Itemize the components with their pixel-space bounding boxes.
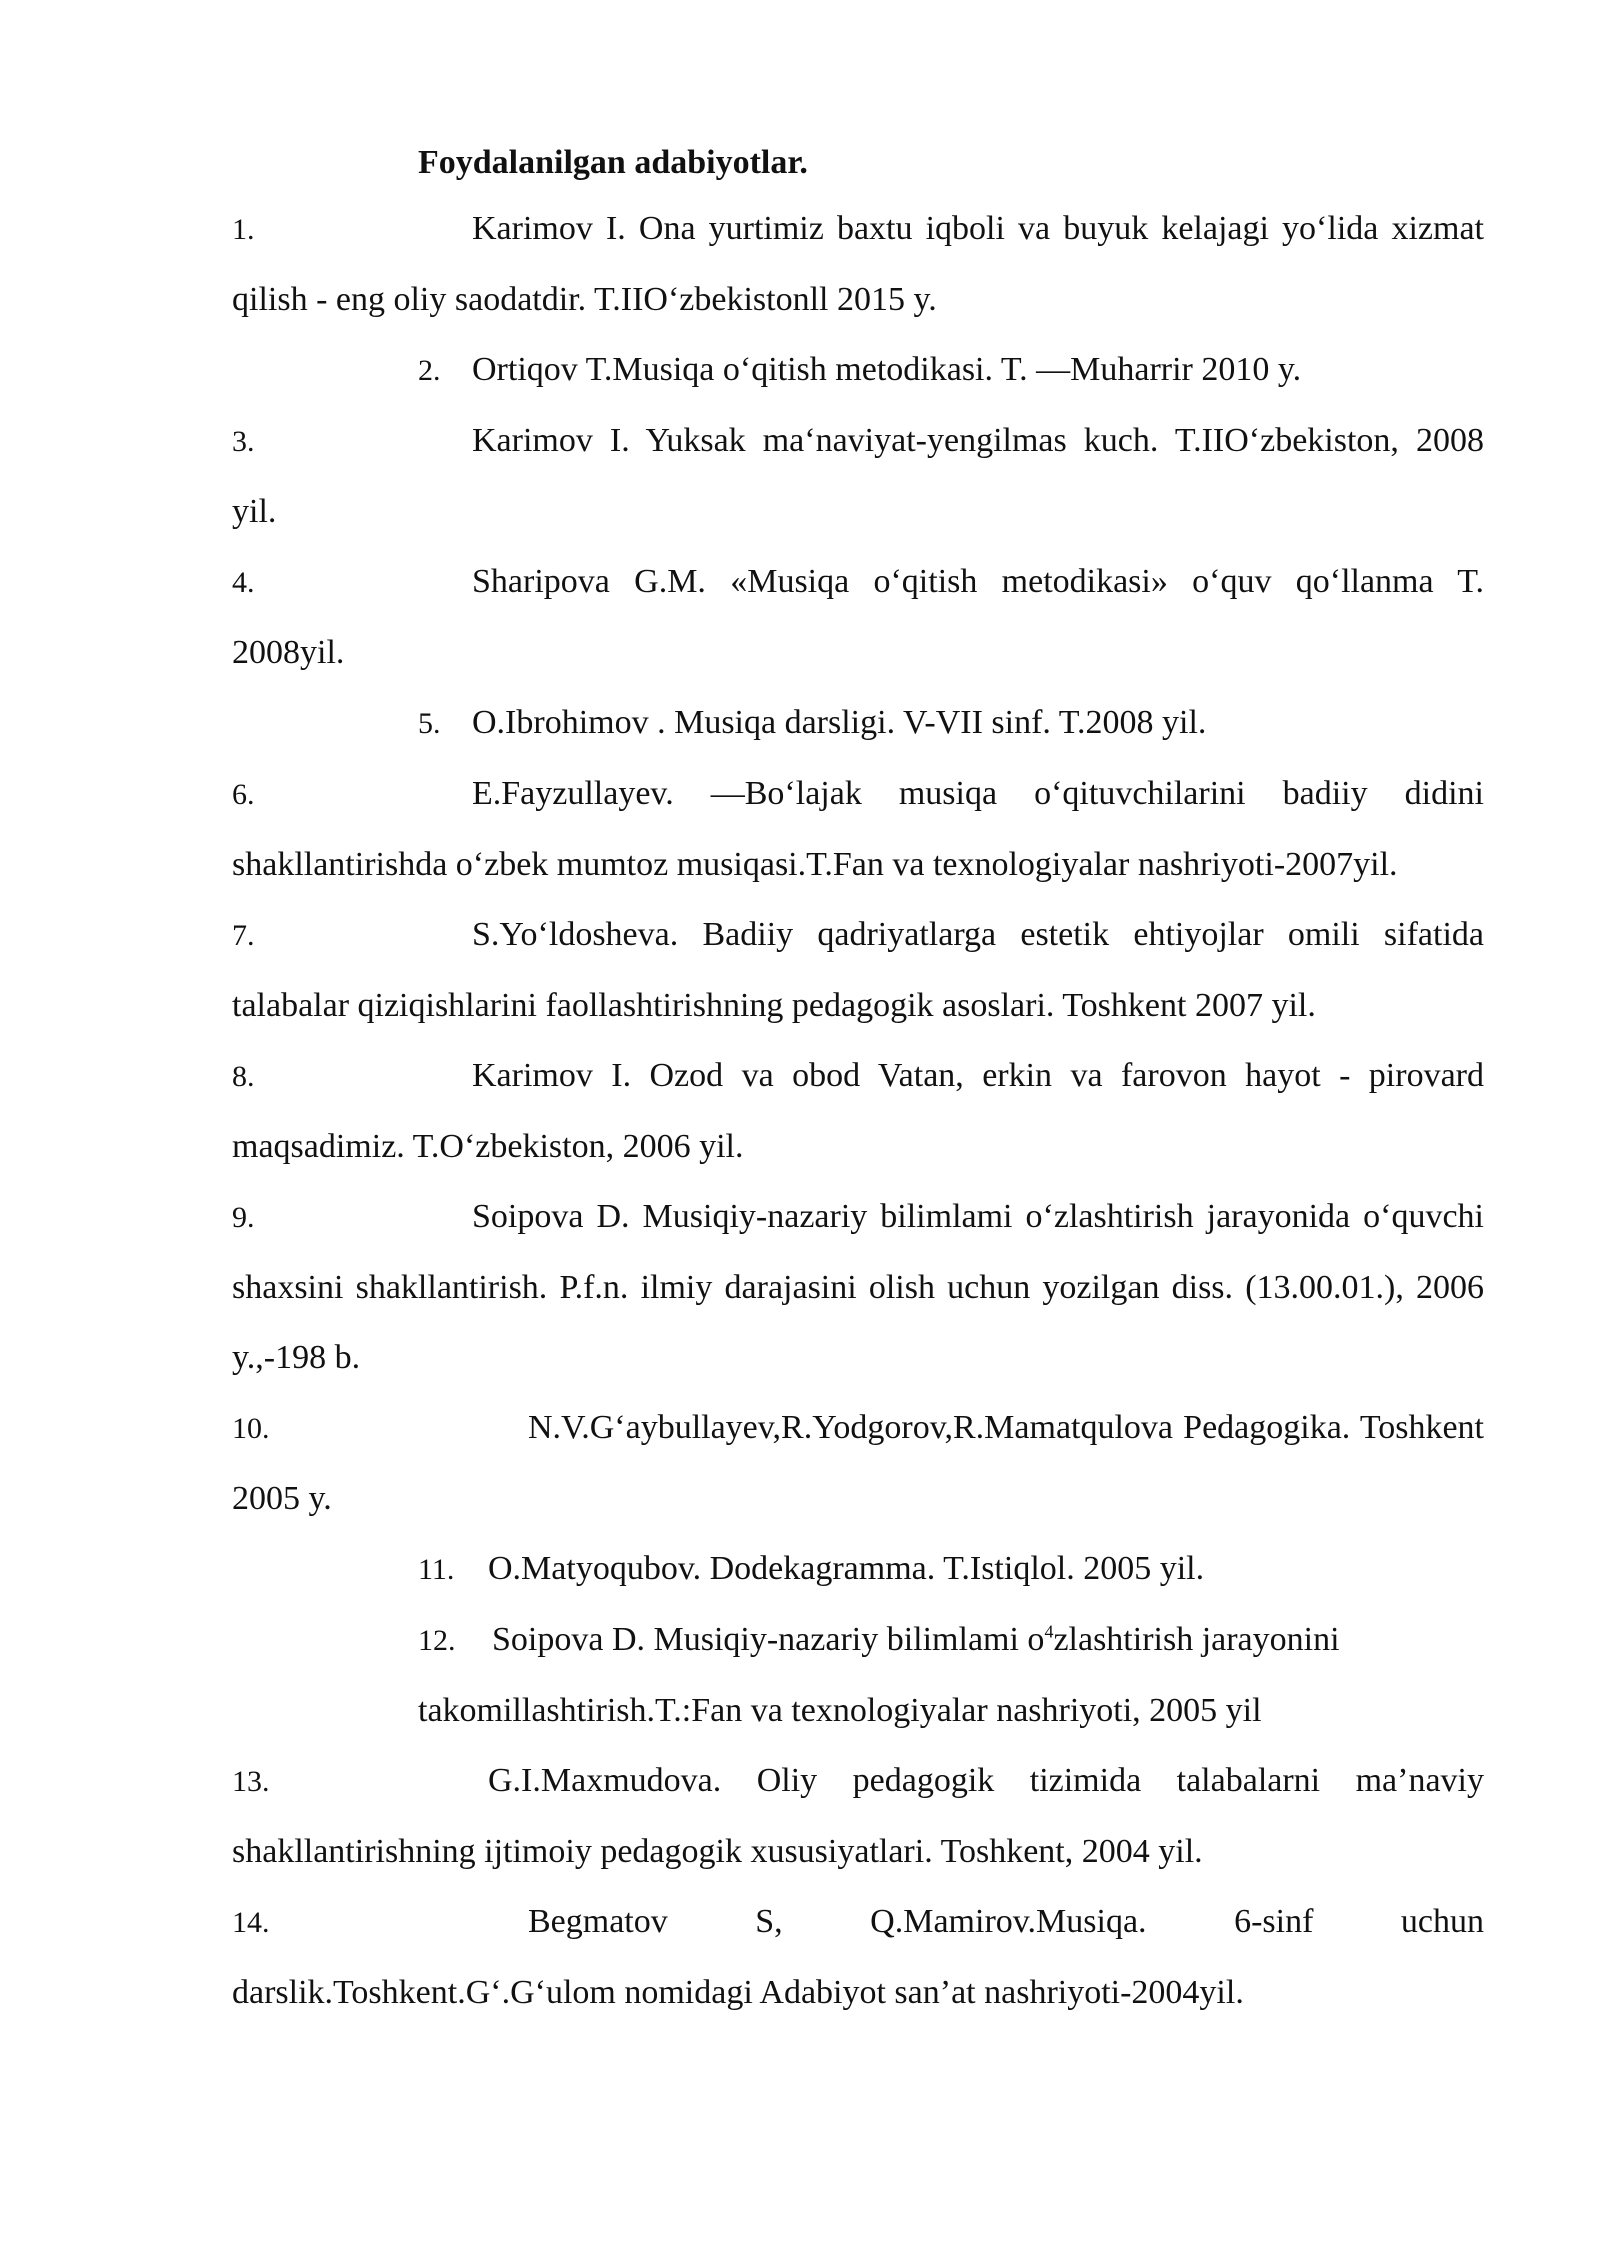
reference-item: [232, 688, 1484, 759]
reference-number: 2.: [418, 354, 441, 387]
reference-text-end: zlashtirish jarayonini: [1053, 1621, 1340, 1658]
reference-item: [232, 1605, 1484, 1746]
reference-item: [232, 1534, 1484, 1605]
reference-item: [232, 1746, 1484, 1887]
reference-number: 5.: [418, 707, 441, 740]
reference-superscript: 4: [1044, 1621, 1054, 1642]
reference-number: 13.: [232, 1765, 270, 1798]
reference-text: Soipova D. Musiqiy-nazariy bilimlami o‘zlashtirish jarayonida o‘quvchi shaxsini shakllantirish. P.f.n. ilmiy darajasini olish uchun yozilgan diss. (13.00.01.), 2006 y.,-198 b.: [232, 1198, 1484, 1376]
reference-number: 14.: [232, 1906, 270, 1939]
reference-item: [232, 547, 1484, 688]
reference-number: 4.: [232, 566, 255, 599]
references-section: [232, 132, 1484, 2028]
reference-text: O.Matyoqubov. Dodekagramma. T.Istiqlol. 2005 yil.: [488, 1550, 1205, 1587]
reference-item: [232, 1393, 1484, 1534]
reference-text: N.V.G‘aybullayev,R.Yodgorov,R.Mamatqulova Pedagogika. Toshkent 2005 y.: [232, 1409, 1484, 1517]
reference-number: 6.: [232, 778, 255, 811]
reference-number: 8.: [232, 1060, 255, 1093]
reference-item: [232, 900, 1484, 1041]
reference-item: [232, 759, 1484, 900]
reference-text: Ortiqov T.Musiqa o‘qitish metodikasi. T. —Muharrir 2010 y.: [472, 351, 1302, 388]
reference-number: 10.: [232, 1412, 270, 1445]
reference-number: 11.: [418, 1553, 455, 1586]
reference-number: 7.: [232, 919, 255, 952]
reference-text: S.Yo‘ldosheva. Badiiy qadriyatlarga estetik ehtiyojlar omili sifatida talabalar qiziqishlarini faollashtirishning pedagogik asoslari. Toshkent 2007 yil.: [232, 916, 1484, 1024]
reference-number: 9.: [232, 1201, 255, 1234]
reference-item: [232, 1041, 1484, 1182]
reference-text: Karimov I. Yuksak ma‘naviyat-yengilmas kuch. T.IIO‘zbekiston, 2008 yil.: [232, 422, 1484, 530]
references-heading: Foydalanilgan adabiyotlar.: [418, 144, 808, 181]
reference-text: Sharipova G.M. «Musiqa o‘qitish metodikasi» o‘quv qo‘llanma T. 2008yil.: [232, 563, 1484, 671]
reference-item: [232, 194, 1484, 335]
reference-text: O.Ibrohimov . Musiqa darsligi. V-VII sinf. T.2008 yil.: [472, 704, 1207, 741]
reference-item: [232, 335, 1484, 406]
reference-item: [232, 1887, 1484, 2028]
reference-number: 12.: [418, 1624, 456, 1657]
reference-item: [232, 1182, 1484, 1393]
reference-number: 3.: [232, 425, 255, 458]
reference-text: Karimov I. Ona yurtimiz baxtu iqboli va buyuk kelajagi yo‘lida xizmat qilish - eng oliy saodatdir. T.IIO‘zbekistonll 2015 y.: [232, 210, 1484, 318]
reference-text-continuation: takomillashtirish.T.:Fan va texnologiyalar nashriyoti, 2005 yil: [418, 1692, 1262, 1729]
reference-text: Karimov I. Ozod va obod Vatan, erkin va farovon hayot - pirovard maqsadimiz. T.O‘zbekiston, 2006 yil.: [232, 1057, 1484, 1165]
reference-item: [232, 406, 1484, 547]
reference-text: Begmatov S, Q.Mamirov.Musiqa. 6-sinf uchun darslik.Toshkent.G‘.G‘ulom nomidagi Adabiyot san’at nashriyoti-2004yil.: [232, 1903, 1484, 2011]
reference-number: 1.: [232, 213, 255, 246]
reference-text: E.Fayzullayev. —Bo‘lajak musiqa o‘qituvchilarini badiiy didini shakllantirishda o‘zbek mumtoz musiqasi.T.Fan va texnologiyalar nashriyoti-2007yil.: [232, 775, 1484, 883]
reference-text-start: Soipova D. Musiqiy-nazariy bilimlami o: [492, 1621, 1045, 1658]
reference-text: G.I.Maxmudova. Oliy pedagogik tizimida talabalarni ma’naviy shakllantirishning ijtimoiy pedagogik xususiyatlari. Toshkent, 2004 yil.: [232, 1762, 1484, 1870]
